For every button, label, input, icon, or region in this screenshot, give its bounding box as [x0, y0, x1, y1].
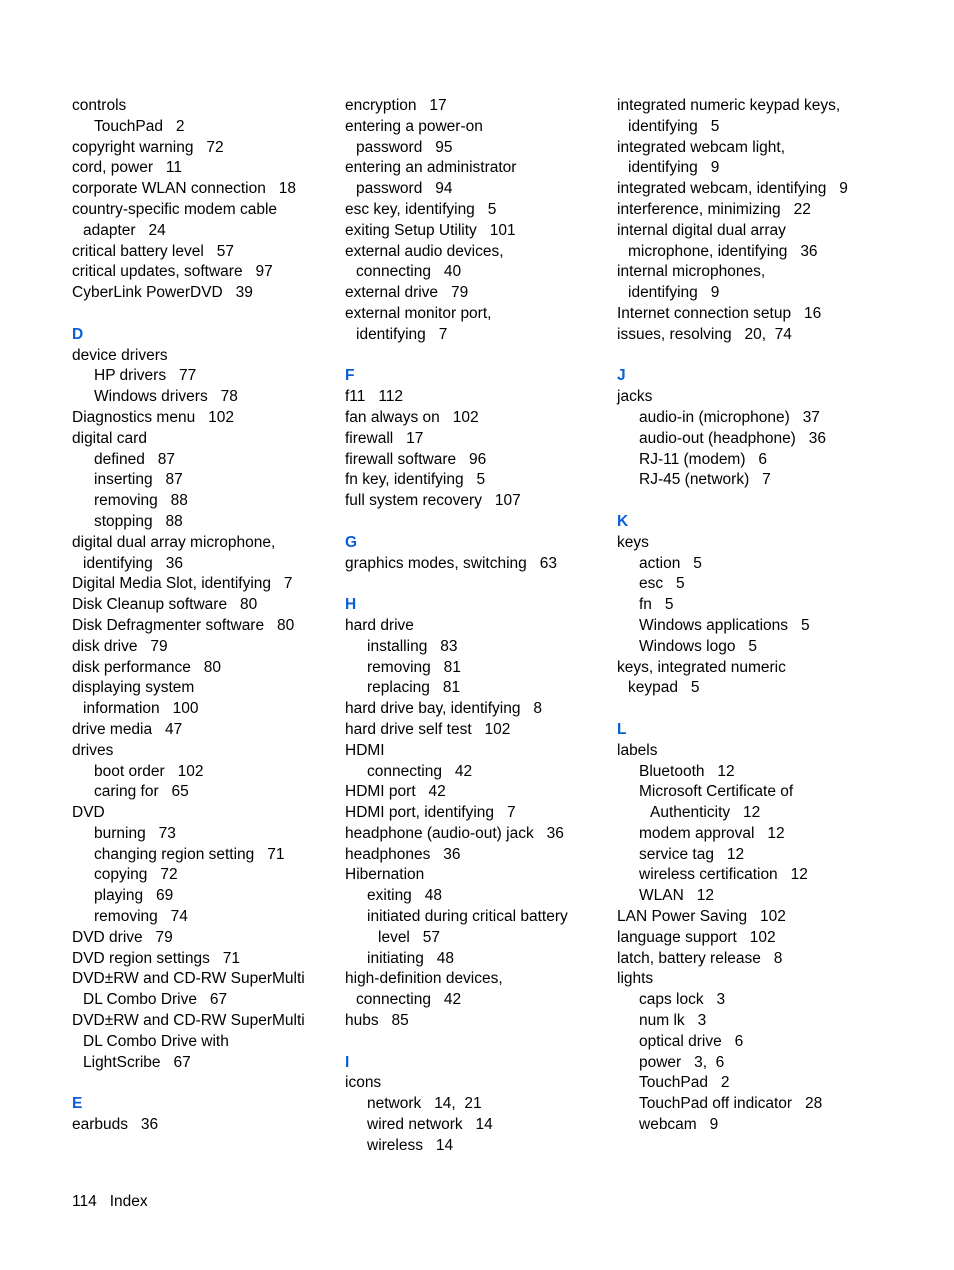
- index-subentry: installing 83: [367, 637, 458, 655]
- index-entry: internal digital dual array: [617, 221, 786, 239]
- index-column-1: [72, 96, 342, 1136]
- section-letter-heading: L: [617, 720, 627, 738]
- index-entry: digital card: [72, 429, 147, 447]
- index-entry: DL Combo Drive 67: [83, 991, 228, 1009]
- index-entry: Digital Media Slot, identifying 7: [72, 575, 293, 593]
- section-spacer: [345, 1032, 615, 1053]
- index-subentry: TouchPad off indicator 28: [639, 1095, 823, 1113]
- index-subentry: action 5: [639, 554, 702, 572]
- index-subentry: Bluetooth 12: [639, 762, 735, 780]
- index-column-3: [617, 96, 917, 1136]
- section-letter-heading: I: [345, 1053, 350, 1071]
- index-entry: identifying 5: [628, 117, 720, 135]
- index-entry: adapter 24: [83, 221, 166, 239]
- index-entry: keypad 5: [628, 679, 700, 697]
- index-subentry: Windows logo 5: [639, 637, 758, 655]
- index-entry: latch, battery release 8: [617, 949, 783, 967]
- section-spacer: [72, 1073, 342, 1094]
- index-entry: firewall software 96: [345, 450, 487, 468]
- index-entry: connecting 42: [356, 991, 462, 1009]
- index-entry: critical updates, software 97: [72, 263, 273, 281]
- index-entry: LAN Power Saving 102: [617, 908, 786, 926]
- index-entry: esc key, identifying 5: [345, 200, 497, 218]
- index-subentry: audio-in (microphone) 37: [639, 408, 820, 426]
- index-subentry: removing 88: [94, 492, 188, 510]
- index-entry: issues, resolving 20, 74: [617, 325, 792, 343]
- index-entry: identifying 7: [356, 325, 448, 343]
- index-subentry: service tag 12: [639, 845, 745, 863]
- index-entry: hard drive self test 102: [345, 720, 511, 738]
- index-column-2: [345, 96, 615, 1157]
- index-entry: controls: [72, 97, 127, 114]
- index-subentry: changing region setting 71: [94, 845, 285, 863]
- index-subentry: wireless certification 12: [639, 866, 808, 884]
- index-entry: disk performance 80: [72, 658, 222, 676]
- index-subentry: WLAN 12: [639, 887, 714, 905]
- index-subentry: TouchPad 2: [639, 1074, 730, 1092]
- index-entry: HDMI port 42: [345, 783, 446, 801]
- index-entry: corporate WLAN connection 18: [72, 180, 297, 198]
- page-number: 114: [72, 1193, 97, 1210]
- index-entry: earbuds 36: [72, 1116, 159, 1134]
- index-entry: information 100: [83, 700, 199, 718]
- index-entry: HDMI: [345, 741, 385, 759]
- index-subentry: level 57: [378, 928, 441, 946]
- section-letter-heading: H: [345, 596, 357, 614]
- section-letter-heading: G: [345, 533, 358, 551]
- index-entry: password 95: [356, 138, 453, 156]
- index-entry: headphones 36: [345, 845, 461, 863]
- index-entry: entering a power-on: [345, 117, 483, 135]
- index-subentry: connecting 42: [367, 762, 473, 780]
- index-entry: identifying 9: [628, 159, 720, 177]
- index-subentry: RJ-45 (network) 7: [639, 471, 771, 489]
- index-subentry: boot order 102: [94, 762, 204, 780]
- index-entry: drives: [72, 741, 114, 759]
- index-subentry: Windows drivers 78: [94, 388, 238, 406]
- index-entry: Diagnostics menu 102: [72, 408, 234, 426]
- index-entry: f11 112: [345, 388, 404, 406]
- index-subentry: num lk 3: [639, 1012, 707, 1030]
- index-subentry: initiated during critical battery: [367, 908, 568, 926]
- section-letter-heading: K: [617, 512, 629, 530]
- index-entry: drive media 47: [72, 720, 183, 738]
- index-subentry: stopping 88: [94, 512, 183, 530]
- index-entry: integrated webcam light,: [617, 138, 786, 156]
- index-entry: language support 102: [617, 928, 776, 946]
- index-entry: keys, integrated numeric: [617, 658, 786, 676]
- index-entry: full system recovery 107: [345, 492, 521, 510]
- index-entry: HDMI port, identifying 7: [345, 804, 516, 822]
- index-entry: internal microphones,: [617, 263, 766, 281]
- index-entry: interference, minimizing 22: [617, 200, 811, 218]
- page-footer: [72, 1192, 148, 1213]
- index-entry: entering an administrator: [345, 159, 517, 177]
- index-entry: graphics modes, switching 63: [345, 554, 557, 572]
- index-entry: DVD±RW and CD-RW SuperMulti: [72, 1012, 305, 1030]
- index-entry: Internet connection setup 16: [617, 304, 822, 322]
- index-entry: Hibernation: [345, 866, 425, 884]
- index-entry: Disk Cleanup software 80: [72, 596, 258, 614]
- index-entry: device drivers: [72, 346, 168, 364]
- index-entry: fn key, identifying 5: [345, 471, 486, 489]
- index-entry: DVD region settings 71: [72, 949, 241, 967]
- index-entry: external audio devices,: [345, 242, 504, 260]
- section-spacer: [617, 346, 917, 367]
- index-subentry: esc 5: [639, 575, 685, 593]
- index-entry: exiting Setup Utility 101: [345, 221, 516, 239]
- index-subentry: removing 74: [94, 908, 188, 926]
- index-entry: keys: [617, 533, 649, 551]
- index-entry: disk drive 79: [72, 637, 168, 655]
- index-entry: high-definition devices,: [345, 970, 503, 988]
- index-subentry: inserting 87: [94, 471, 183, 489]
- index-subentry: TouchPad 2: [94, 117, 185, 135]
- index-entry: identifying 36: [83, 554, 183, 572]
- section-spacer: [72, 304, 342, 325]
- index-entry: hubs 85: [345, 1012, 409, 1030]
- section-spacer: [345, 346, 615, 367]
- index-entry: labels: [617, 741, 658, 759]
- index-entry: copyright warning 72: [72, 138, 224, 156]
- index-subentry: removing 81: [367, 658, 461, 676]
- index-entry: integrated webcam, identifying 9: [617, 180, 848, 198]
- index-entry: encryption 17: [345, 97, 447, 114]
- index-entry: external monitor port,: [345, 304, 492, 322]
- index-subentry: fn 5: [639, 596, 674, 614]
- index-entry: DVD±RW and CD-RW SuperMulti: [72, 970, 305, 988]
- index-subentry: audio-out (headphone) 36: [639, 429, 827, 447]
- index-entry: CyberLink PowerDVD 39: [72, 284, 253, 302]
- section-letter-heading: D: [72, 325, 84, 343]
- index-entry: microphone, identifying 36: [628, 242, 818, 260]
- index-subentry: exiting 48: [367, 887, 442, 905]
- index-subentry: wired network 14: [367, 1116, 493, 1134]
- index-entry: hard drive bay, identifying 8: [345, 700, 543, 718]
- index-entry: headphone (audio-out) jack 36: [345, 824, 564, 842]
- index-entry: LightScribe 67: [83, 1053, 191, 1071]
- index-entry: connecting 40: [356, 263, 462, 281]
- index-entry: hard drive: [345, 616, 414, 634]
- index-subentry: power 3, 6: [639, 1053, 725, 1071]
- index-subentry: HP drivers 77: [94, 367, 197, 385]
- index-subentry: Microsoft Certificate of: [639, 783, 794, 801]
- section-spacer: [345, 574, 615, 595]
- index-entry: external drive 79: [345, 284, 469, 302]
- index-entry: DL Combo Drive with: [83, 1032, 229, 1050]
- index-entry: fan always on 102: [345, 408, 479, 426]
- footer-section-label: Index: [109, 1193, 148, 1210]
- index-subentry: Windows applications 5: [639, 616, 810, 634]
- section-letter-heading: F: [345, 367, 355, 385]
- index-subentry: RJ-11 (modem) 6: [639, 450, 768, 468]
- index-subentry: webcam 9: [639, 1116, 719, 1134]
- index-entry: cord, power 11: [72, 159, 182, 177]
- index-subentry: initiating 48: [367, 949, 455, 967]
- index-entry: DVD drive 79: [72, 928, 173, 946]
- index-subentry: playing 69: [94, 887, 174, 905]
- index-subentry: caps lock 3: [639, 991, 726, 1009]
- index-subentry: copying 72: [94, 866, 178, 884]
- index-subentry: replacing 81: [367, 679, 461, 697]
- index-entry: identifying 9: [628, 284, 720, 302]
- index-subentry: caring for 65: [94, 783, 189, 801]
- index-entry: DVD: [72, 804, 105, 822]
- index-subentry: burning 73: [94, 824, 176, 842]
- section-spacer: [345, 512, 615, 533]
- index-entry: digital dual array microphone,: [72, 533, 276, 551]
- index-entry: password 94: [356, 180, 453, 198]
- section-spacer: [617, 491, 917, 512]
- index-subentry: network 14, 21: [367, 1095, 482, 1113]
- index-subentry: modem approval 12: [639, 824, 785, 842]
- index-entry: jacks: [617, 388, 653, 406]
- index-entry: firewall 17: [345, 429, 424, 447]
- index-entry: country-specific modem cable: [72, 200, 278, 218]
- index-entry: lights: [617, 970, 654, 988]
- index-subentry: optical drive 6: [639, 1032, 744, 1050]
- section-letter-heading: E: [72, 1095, 83, 1113]
- index-entry: integrated numeric keypad keys,: [617, 97, 841, 114]
- index-entry: Disk Defragmenter software 80: [72, 616, 295, 634]
- index-entry: displaying system: [72, 679, 195, 697]
- index-subentry: defined 87: [94, 450, 176, 468]
- index-subentry: Authenticity 12: [650, 804, 761, 822]
- section-letter-heading: J: [617, 367, 626, 385]
- index-subentry: wireless 14: [367, 1136, 454, 1154]
- section-spacer: [617, 699, 917, 720]
- index-entry: critical battery level 57: [72, 242, 234, 260]
- index-entry: icons: [345, 1074, 382, 1092]
